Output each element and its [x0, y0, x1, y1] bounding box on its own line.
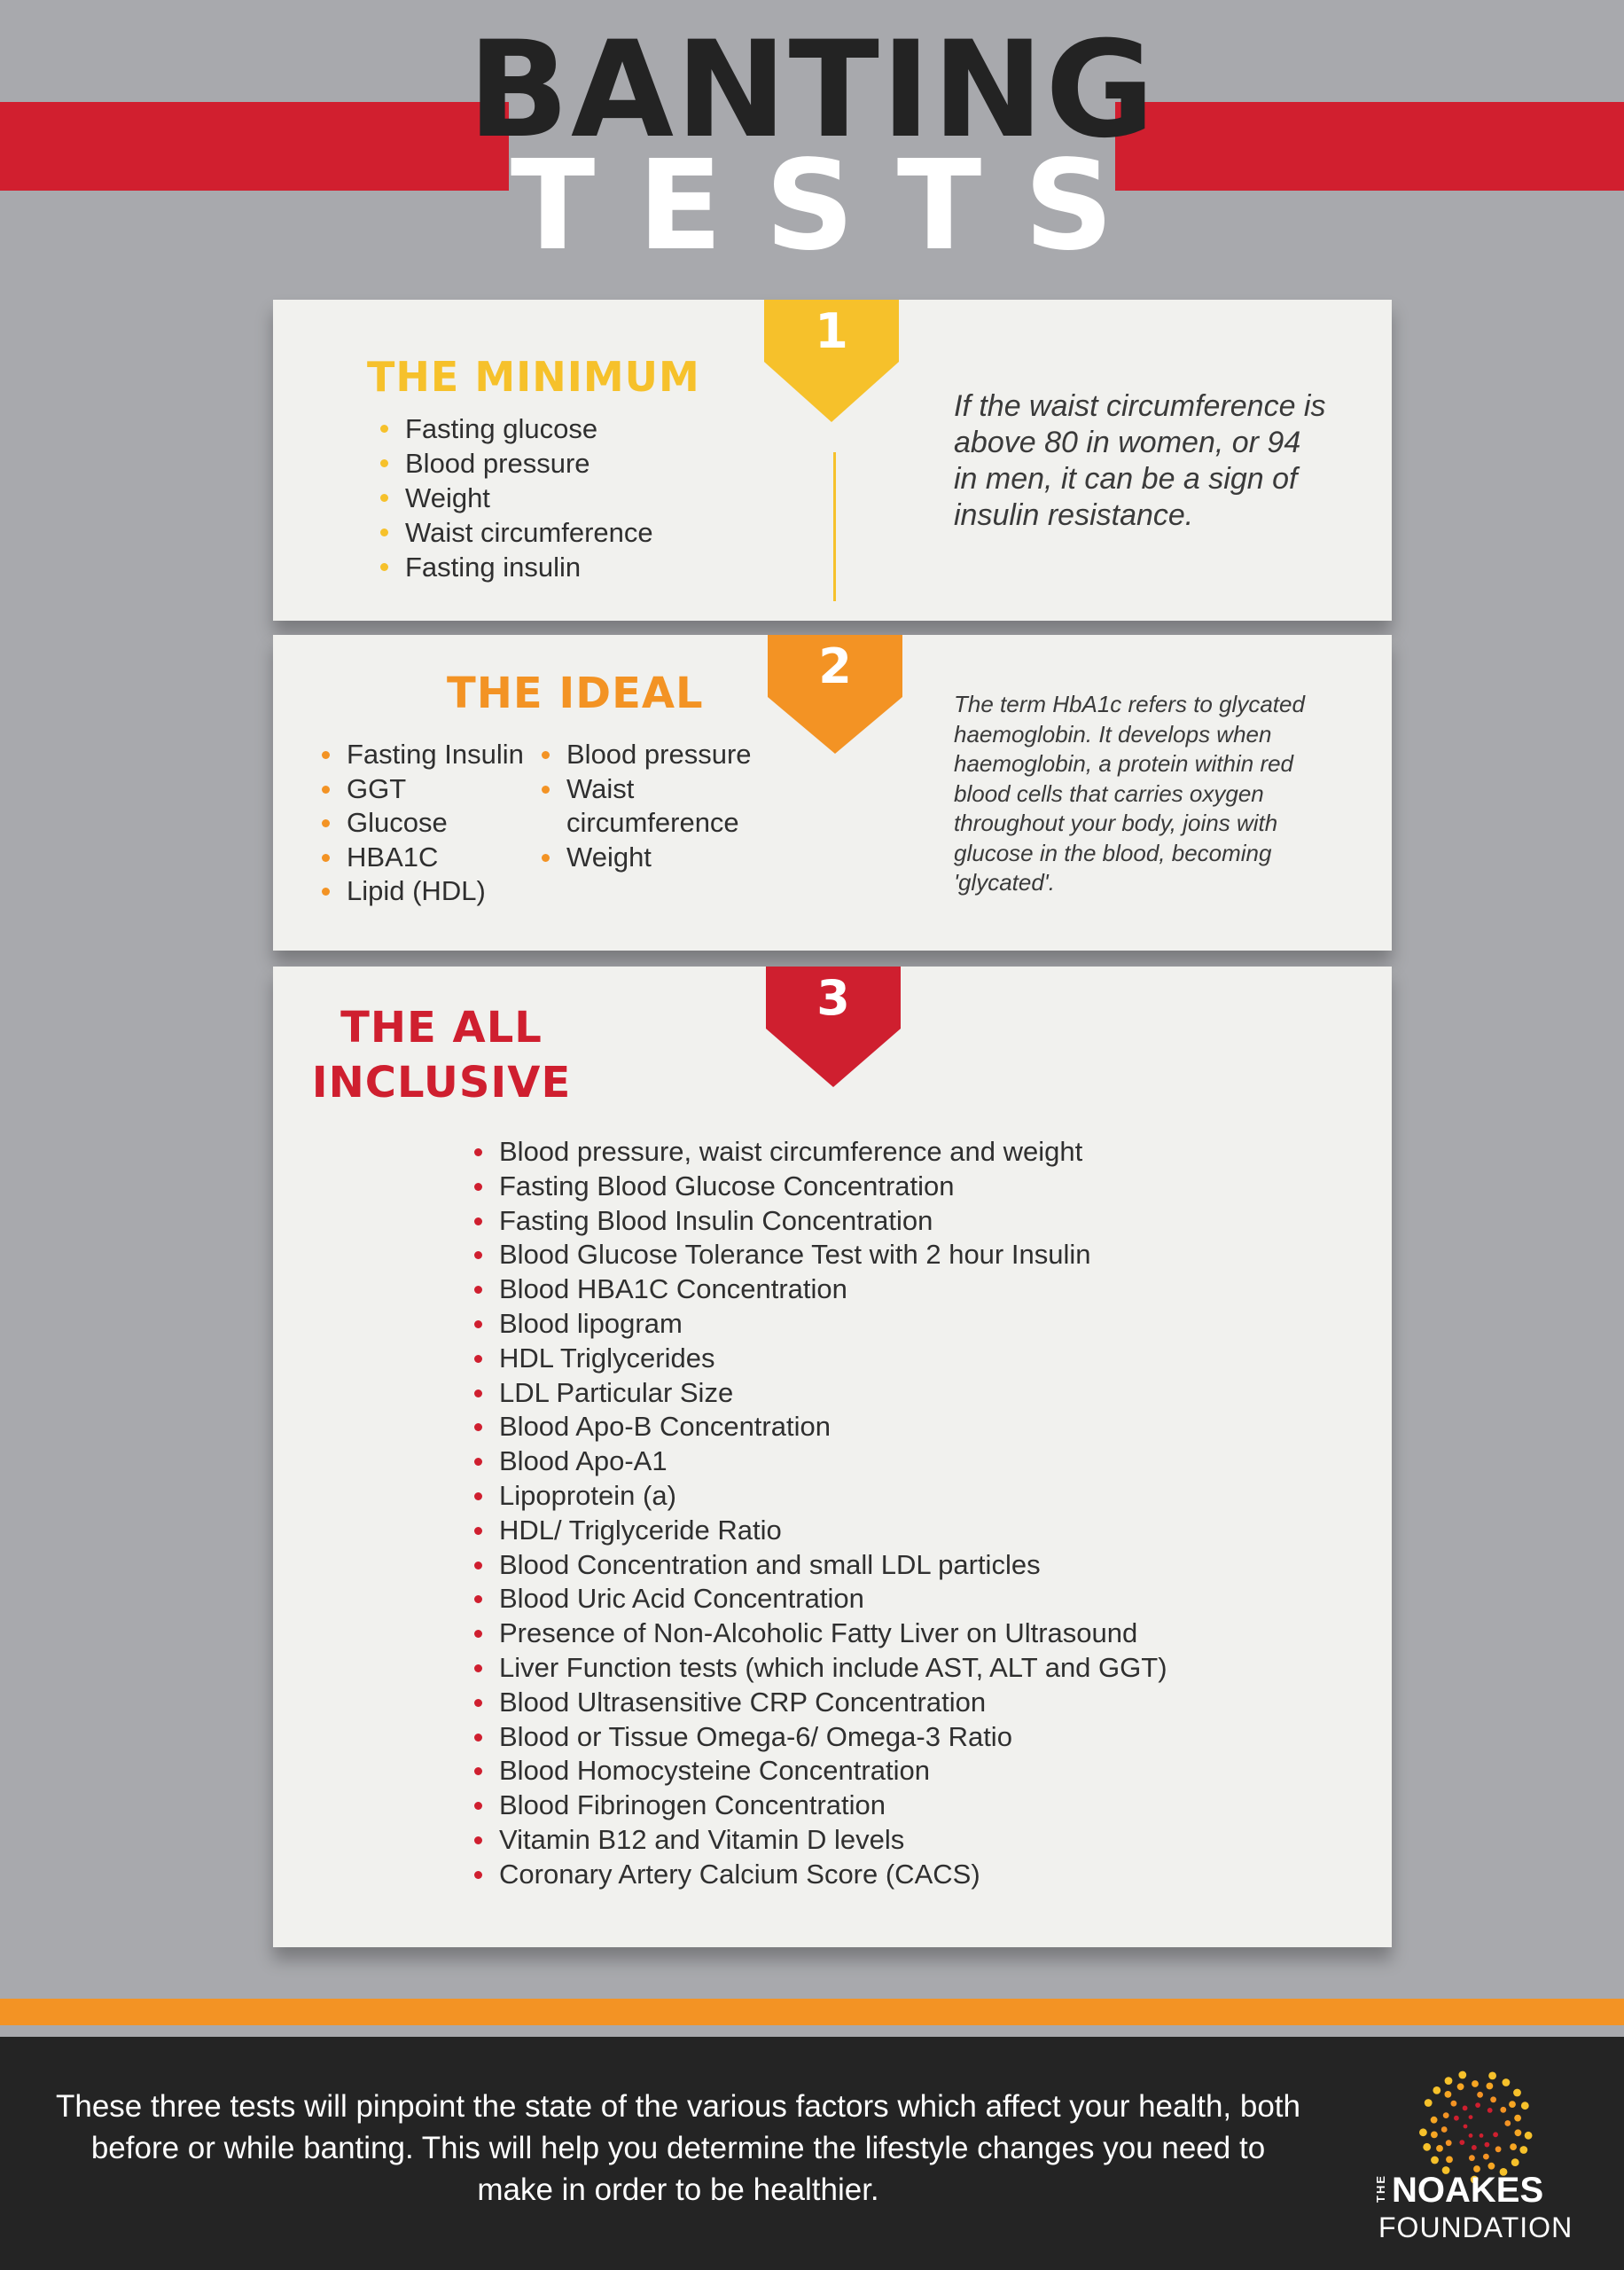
list-item: Blood HBA1C Concentration	[472, 1272, 1167, 1307]
badge-arrow-3	[766, 1029, 901, 1087]
logo-dot	[1446, 2156, 1453, 2164]
logo-dot	[1472, 2145, 1477, 2150]
list-item: Weight	[539, 841, 752, 875]
list-item: Blood pressure, waist circumference and weight	[472, 1135, 1167, 1170]
logo-dot	[1419, 2128, 1427, 2136]
section-heading-minimum: THE MINIMUM	[367, 353, 700, 401]
list-item: Glucose	[319, 806, 524, 841]
list-item: Weight	[378, 481, 653, 515]
logo-dot	[1509, 2101, 1516, 2108]
heading-line2: INCLUSIVE	[311, 1058, 572, 1108]
logo-dot	[1454, 2116, 1459, 2121]
logo-name-text: NOAKES	[1392, 2171, 1544, 2210]
logo-dot	[1441, 2126, 1448, 2133]
logo-dot	[1425, 2099, 1433, 2107]
logo-dot	[1525, 2132, 1533, 2140]
list-item: Blood Concentration and small LDL particles	[472, 1548, 1167, 1583]
list-item: Presence of Non-Alcoholic Fatty Liver on Ultrasound	[472, 1616, 1167, 1651]
logo-dot	[1431, 2117, 1438, 2124]
logo-dot	[1433, 2086, 1441, 2094]
section-divider	[833, 452, 836, 601]
list-item: Fasting Blood Insulin Concentration	[472, 1204, 1167, 1239]
list-item: Waist circumference	[539, 772, 752, 841]
logo-sub-text: FOUNDATION	[1378, 2211, 1573, 2243]
logo-dot	[1495, 2146, 1502, 2152]
logo-dot	[1457, 2083, 1464, 2090]
list-item: Blood Ultrasensitive CRP Concentration	[472, 1686, 1167, 1720]
logo-dot	[1485, 2142, 1490, 2148]
logo-dot	[1483, 2154, 1489, 2160]
list-item: Fasting glucose	[378, 411, 653, 446]
all-inclusive-test-list	[472, 1135, 1167, 1892]
list-item: HDL/ Triglyceride Ratio	[472, 1514, 1167, 1548]
footer-summary-text: These three tests will pinpoint the state of the various factors which affect your health, both before or while banting. This will help you determine the lifestyle changes you need to make in order to be healthier.	[55, 2089, 1301, 2207]
logo-dot	[1423, 2143, 1431, 2151]
list-item: Blood Uric Acid Concentration	[472, 1582, 1167, 1616]
logo-dot	[1503, 2078, 1511, 2086]
section-all-inclusive-panel	[273, 967, 1392, 1947]
logo-dot	[1451, 2101, 1457, 2107]
section-number-badge-2	[768, 635, 902, 754]
footer-orange-stripe	[0, 1999, 1624, 2025]
logo-dot	[1458, 2071, 1466, 2079]
section-heading-ideal: THE IDEAL	[447, 669, 704, 718]
section-number-badge-1	[764, 300, 899, 422]
logo-dot	[1488, 2072, 1496, 2080]
logo-dot	[1487, 2083, 1494, 2090]
badge-number-1: 1	[764, 300, 899, 362]
section-minimum-panel	[273, 300, 1392, 621]
ideal-test-list-col2	[539, 738, 752, 874]
list-item: Lipoprotein (a)	[472, 1479, 1167, 1514]
logo-dot	[1431, 2156, 1439, 2164]
logo-dot	[1431, 2132, 1438, 2139]
logo-dot	[1463, 2106, 1468, 2111]
list-item: Blood or Tissue Omega-6/ Omega-3 Ratio	[472, 1720, 1167, 1755]
list-item: Blood pressure	[378, 446, 653, 481]
list-item: Waist circumference	[378, 515, 653, 550]
badge-number-2: 2	[768, 635, 902, 697]
logo-dot	[1443, 2112, 1449, 2118]
section-number-badge-3	[766, 967, 901, 1087]
list-item: Coronary Artery Calcium Score (CACS)	[472, 1858, 1167, 1892]
badge-arrow-2	[768, 697, 902, 754]
logo-dot	[1504, 2120, 1511, 2126]
list-item: Fasting insulin	[378, 550, 653, 584]
logo-dot	[1445, 2077, 1453, 2085]
waist-note: If the waist circumference is above 80 in women, or 94 in men, it can be a sign of insulin resistance.	[954, 389, 1326, 532]
logo-dot	[1493, 2132, 1498, 2137]
list-item: Lipid (HDL)	[319, 874, 524, 909]
list-item: Blood Apo-A1	[472, 1444, 1167, 1479]
hba1c-note: The term HbA1c refers to glycated haemoglobin. It develops when haemoglobin, a protein within red blood cells that carries oxygen throughout your body, joins with glucose in the blood, becoming 'glycated'.	[954, 691, 1305, 896]
logo-dot	[1459, 2140, 1464, 2145]
logo-dot	[1475, 2102, 1480, 2108]
badge-arrow-1	[764, 362, 899, 422]
logo-dot	[1487, 2108, 1493, 2113]
logo-dot	[1500, 2107, 1506, 2113]
list-item: Liver Function tests (which include AST, ALT and GGT)	[472, 1651, 1167, 1686]
logo-dot	[1472, 2080, 1479, 2087]
page-title-line2: TESTS	[510, 134, 1157, 278]
heading-line1: THE ALL	[340, 1003, 543, 1053]
list-item: GGT	[319, 772, 524, 807]
list-item: Blood pressure	[539, 738, 752, 772]
list-item: Blood Homocysteine Concentration	[472, 1754, 1167, 1789]
logo-dot	[1514, 2115, 1521, 2122]
logo-dot	[1469, 2133, 1473, 2138]
logo-dot	[1521, 2102, 1529, 2110]
logo-dot	[1515, 2129, 1522, 2136]
logo-dot	[1510, 2143, 1517, 2150]
logo-dot	[1511, 2158, 1519, 2166]
list-item: LDL Particular Size	[472, 1376, 1167, 1411]
logo-dot	[1469, 2115, 1473, 2119]
minimum-test-list	[378, 411, 653, 584]
list-item: Fasting Blood Glucose Concentration	[472, 1170, 1167, 1204]
logo-dot	[1513, 2089, 1521, 2097]
list-item: Blood Glucose Tolerance Test with 2 hour Insulin	[472, 1238, 1167, 1272]
logo-dot	[1446, 2140, 1452, 2146]
logo-the-text: THE	[1374, 2174, 1387, 2203]
badge-number-3: 3	[766, 967, 901, 1029]
logo-dot	[1490, 2096, 1496, 2102]
list-item: HDL Triglycerides	[472, 1342, 1167, 1376]
list-item: Blood lipogram	[472, 1307, 1167, 1342]
logo-dot	[1477, 2092, 1483, 2098]
logo-dot	[1464, 2125, 1468, 2129]
logo-dot	[1436, 2145, 1443, 2152]
ideal-test-list-col1	[319, 738, 524, 909]
logo-dot	[1469, 2155, 1475, 2161]
logo-dot	[1445, 2091, 1452, 2098]
logo-dot	[1480, 2133, 1484, 2138]
logo-dot	[1519, 2146, 1527, 2154]
list-item: Fasting Insulin	[319, 738, 524, 772]
list-item: Blood Apo-B Concentration	[472, 1410, 1167, 1444]
list-item: Blood Fibrinogen Concentration	[472, 1789, 1167, 1823]
list-item: HBA1C	[319, 841, 524, 875]
section-heading-all-inclusive	[308, 1000, 574, 1110]
page-title-line1: BANTING	[467, 13, 1157, 168]
logo-dot	[1488, 2163, 1495, 2170]
list-item: Vitamin B12 and Vitamin D levels	[472, 1823, 1167, 1858]
section-ideal-panel	[273, 635, 1392, 951]
